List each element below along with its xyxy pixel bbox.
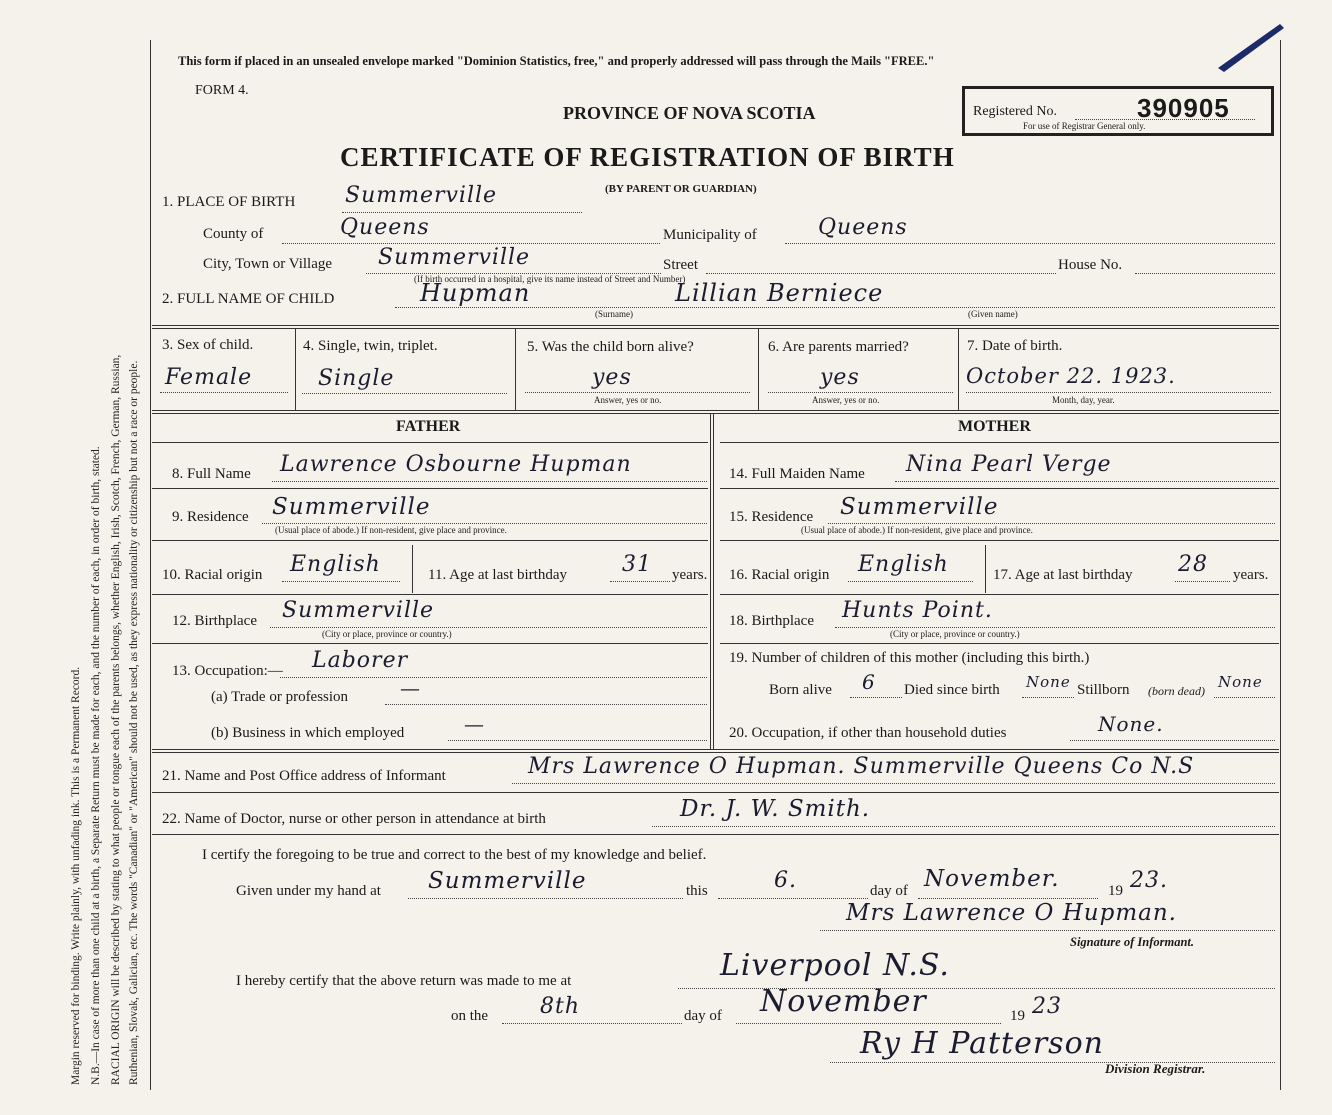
date-of-birth-label: 7. Date of birth. (967, 338, 1063, 354)
father-birthplace-line (270, 627, 707, 628)
mother-occupation-value: None. (1098, 712, 1164, 736)
mother-stillborn-line (1214, 697, 1275, 698)
mother-racial-age-divider (985, 545, 986, 593)
margin-note-racial-origin-cont: Ruthenian, Slovak, Galician, etc. The words "Canadian" or "American" should not be used, as they express nationality or citizenship but not a race or people. (128, 360, 140, 1085)
informant-signature-line (820, 930, 1275, 931)
mother-stillborn-value: None (1218, 673, 1263, 691)
informant-line (512, 783, 1275, 784)
house-number-label: House No. (1058, 257, 1123, 273)
county-line (282, 243, 660, 244)
mother-died-value: None (1026, 673, 1071, 691)
given-place-value: Summerville (428, 868, 587, 894)
mother-birthplace-label: 18. Birthplace (729, 613, 814, 629)
mother-occupation-line (1070, 740, 1275, 741)
date-of-birth-value: October 22. 1923. (966, 364, 1176, 388)
father-city-note: (City or place, province or country.) (322, 629, 452, 639)
father-rule-1 (152, 488, 708, 489)
born-alive-note: Answer, yes or no. (594, 395, 662, 405)
father-business-label: (b) Business in which employed (211, 725, 405, 741)
county-label: County of (203, 226, 264, 242)
mother-years-label: years. (1233, 567, 1269, 583)
mother-died-line (1022, 697, 1074, 698)
divider-informant-top (152, 749, 1279, 753)
mother-born-alive-value: 6 (862, 670, 876, 694)
father-rule-3 (152, 594, 708, 595)
father-trade-line (385, 704, 707, 705)
certify-text: I certify the foregoing to be true and correct to the best of my knowledge and belief. (202, 847, 707, 863)
mother-racial-line (848, 581, 973, 582)
place-of-birth-label: 1. PLACE OF BIRTH (162, 194, 296, 210)
registrar-day-line (502, 1023, 682, 1024)
mother-heading-rule (720, 442, 1279, 443)
mother-rule-3 (720, 594, 1279, 595)
sex-value: Female (165, 365, 253, 390)
house-number-line (1135, 273, 1275, 274)
mother-name-label: 14. Full Maiden Name (729, 466, 865, 482)
city-label: City, Town or Village (203, 256, 333, 272)
father-occupation-label: 13. Occupation:— (172, 663, 283, 679)
born-alive-value: yes (592, 365, 632, 390)
municipality-line (785, 243, 1275, 244)
registrar-note: For use of Registrar General only. (1023, 121, 1146, 131)
father-occupation-line (280, 677, 707, 678)
father-years-label: years. (672, 567, 708, 583)
given-month-value: November. (924, 866, 1060, 892)
father-residence-line (262, 523, 707, 524)
mother-residence-value: Summerville (840, 494, 999, 520)
page-subtitle: (BY PARENT OR GUARDIAN) (605, 183, 757, 195)
divider-3-4 (295, 329, 296, 410)
father-heading: FATHER (396, 418, 461, 435)
father-racial-value: English (290, 552, 381, 577)
on-the-label: on the (451, 1008, 489, 1024)
father-rule-2 (152, 540, 708, 541)
parents-married-note: Answer, yes or no. (812, 395, 880, 405)
registrar-signature-line (830, 1062, 1275, 1063)
father-racial-line (282, 581, 400, 582)
single-twin-value: Single (318, 366, 395, 391)
mother-birthplace-value: Hunts Point. (842, 598, 993, 623)
divider-doctor-top (152, 792, 1279, 793)
mother-birthplace-line (835, 627, 1275, 628)
date-of-birth-note: Month, day, year. (1052, 395, 1115, 405)
date-of-birth-line (966, 392, 1271, 393)
parents-married-line (768, 392, 953, 393)
form-right-border (1280, 40, 1281, 1090)
given-under-label: Given under my hand at (236, 883, 381, 899)
father-racial-label: 10. Racial origin (162, 567, 263, 583)
city-value: Summerville (378, 245, 531, 270)
divider-row3-top (152, 325, 1279, 329)
given-year-value: 23. (1130, 868, 1168, 893)
mother-born-alive-label: Born alive (769, 682, 832, 698)
informant-signature: Mrs Lawrence O Hupman. (846, 900, 1177, 926)
mother-died-label: Died since birth (904, 682, 1000, 698)
margin-note-multiple-births: N.B.—In case of more than one child at a birth, a Separate Return must be made for each, and the number of each, in order of birth, stated. (90, 446, 102, 1085)
father-occupation-value: Laborer (312, 648, 409, 673)
father-age-value: 31 (622, 552, 652, 577)
doctor-line (652, 826, 1275, 827)
registrar-year-value: 23 (1032, 994, 1062, 1019)
mother-occupation-label: 20. Occupation, if other than household duties (729, 725, 1007, 741)
divider-4-5 (515, 329, 516, 410)
division-registrar-label: Division Registrar. (1105, 1061, 1206, 1076)
mother-residence-line (828, 523, 1275, 524)
father-age-label: 11. Age at last birthday (428, 567, 567, 583)
form-number: FORM 4. (195, 83, 249, 98)
divider-5-6 (758, 329, 759, 410)
parents-married-value: yes (820, 365, 860, 390)
given-year-prefix: 19 (1108, 883, 1123, 899)
registered-number: 390905 (1137, 93, 1230, 123)
hospital-note: (If birth occurred in a hospital, give its name instead of Street and Number) (414, 274, 686, 284)
form-left-border (150, 40, 151, 1090)
father-name-label: 8. Full Name (172, 466, 251, 482)
sex-label: 3. Sex of child. (162, 337, 254, 353)
province-heading: PROVINCE OF NOVA SCOTIA (563, 103, 816, 123)
divider-6-7 (958, 329, 959, 410)
street-line (706, 273, 1056, 274)
father-rule-4 (152, 643, 708, 644)
given-day-value: 6. (774, 868, 797, 893)
given-day-of-label: day of (870, 883, 908, 899)
surname-note: (Surname) (595, 309, 633, 319)
mother-rule-2 (720, 540, 1279, 541)
mother-name-line (895, 481, 1275, 482)
father-residence-value: Summerville (272, 494, 431, 520)
mother-rule-4 (720, 643, 1279, 644)
registered-number-box (962, 86, 1274, 136)
full-name-label: 2. FULL NAME OF CHILD (162, 291, 335, 307)
father-age-line (610, 581, 670, 582)
father-trade-value: — (400, 676, 421, 700)
informant-value: Mrs Lawrence O Hupman. Summerville Queens Co N.S (528, 754, 1195, 779)
father-heading-rule (152, 442, 708, 443)
mother-racial-label: 16. Racial origin (729, 567, 830, 583)
place-of-birth-value: Summerville (345, 183, 498, 208)
registrar-signature: Ry H Patterson (860, 1026, 1104, 1061)
signature-of-informant-label: Signature of Informant. (1070, 935, 1194, 949)
full-name-line (395, 307, 1275, 308)
mother-stillborn-note: (born dead) (1148, 684, 1205, 698)
father-business-value: — (464, 712, 485, 736)
divider-doctor-bottom (152, 834, 1279, 835)
mother-stillborn-label: Stillborn (1077, 682, 1130, 698)
registrar-month-value: November (760, 984, 927, 1019)
this-label: this (686, 883, 708, 899)
given-name-value: Lillian Berniece (675, 279, 884, 307)
page-title: CERTIFICATE OF REGISTRATION OF BIRTH (340, 142, 955, 172)
father-racial-age-divider (412, 545, 413, 593)
mother-age-value: 28 (1178, 552, 1208, 577)
given-month-line (918, 898, 1098, 899)
registrar-place-value: Liverpool N.S. (720, 948, 950, 983)
mother-city-note: (City or place, province or country.) (890, 629, 1020, 639)
doctor-value: Dr. J. W. Smith. (680, 796, 871, 822)
registrar-month-line (736, 1023, 1001, 1024)
mother-age-line (1175, 581, 1230, 582)
surname-value: Hupman (420, 279, 531, 307)
registrar-day-value: 8th (540, 994, 581, 1019)
margin-note-binding: Margin reserved for binding. Write plainly, with unfading ink. This is a Permanent Record. (70, 666, 82, 1085)
father-trade-label: (a) Trade or profession (211, 689, 349, 705)
registered-number-line (1075, 119, 1255, 120)
father-business-line (448, 740, 707, 741)
mother-name-value: Nina Pearl Verge (906, 452, 1112, 477)
municipality-value: Queens (818, 215, 908, 240)
father-birthplace-value: Summerville (282, 598, 435, 623)
parents-divider (710, 414, 714, 749)
parents-married-label: 6. Are parents married? (768, 339, 909, 355)
father-residence-label: 9. Residence (172, 509, 249, 525)
father-name-line (272, 481, 707, 482)
mother-children-label: 19. Number of children of this mother (including this birth.) (729, 650, 1090, 666)
single-twin-line (302, 393, 507, 394)
informant-label: 21. Name and Post Office address of Informant (162, 768, 446, 784)
divider-row3-bottom (152, 410, 1279, 414)
father-birthplace-label: 12. Birthplace (172, 613, 257, 629)
given-name-note: (Given name) (968, 309, 1018, 319)
mother-born-alive-line (850, 697, 902, 698)
mother-age-label: 17. Age at last birthday (993, 567, 1133, 583)
mother-rule-1 (720, 488, 1279, 489)
born-alive-line (525, 392, 750, 393)
born-alive-label: 5. Was the child born alive? (527, 339, 694, 355)
mother-racial-value: English (858, 552, 949, 577)
registered-number-label: Registered No. (973, 104, 1057, 119)
mother-heading: MOTHER (958, 418, 1031, 435)
registrar-certify-text: I hereby certify that the above return was made to me at (236, 973, 572, 989)
place-of-birth-line (342, 212, 582, 213)
mother-residence-label: 15. Residence (729, 509, 814, 525)
sex-line (160, 392, 288, 393)
mail-note: This form if placed in an unsealed envelope marked "Dominion Statistics, free," and properly addressed will pass through the Mails "FREE." (178, 54, 935, 68)
given-day-line (718, 898, 868, 899)
given-place-line (408, 898, 683, 899)
municipality-label: Municipality of (663, 227, 757, 243)
doctor-label: 22. Name of Doctor, nurse or other person in attendance at birth (162, 811, 546, 827)
single-twin-label: 4. Single, twin, triplet. (303, 338, 438, 354)
registrar-year-prefix: 19 (1010, 1008, 1025, 1024)
father-abode-note: (Usual place of abode.) If non-resident, give place and province. (275, 525, 507, 535)
county-value: Queens (340, 215, 430, 240)
mother-abode-note: (Usual place of abode.) If non-resident, give place and province. (801, 525, 1033, 535)
margin-note-racial-origin: RACIAL ORIGIN will be described by stating to what people or tongue each of the parents belongs, whether English, Irish, Scotch, French, German, Russian, (110, 354, 122, 1085)
street-label: Street (663, 257, 698, 273)
registrar-day-of-label: day of (684, 1008, 722, 1024)
pen-mark (1210, 18, 1290, 78)
father-name-value: Lawrence Osbourne Hupman (280, 452, 632, 477)
